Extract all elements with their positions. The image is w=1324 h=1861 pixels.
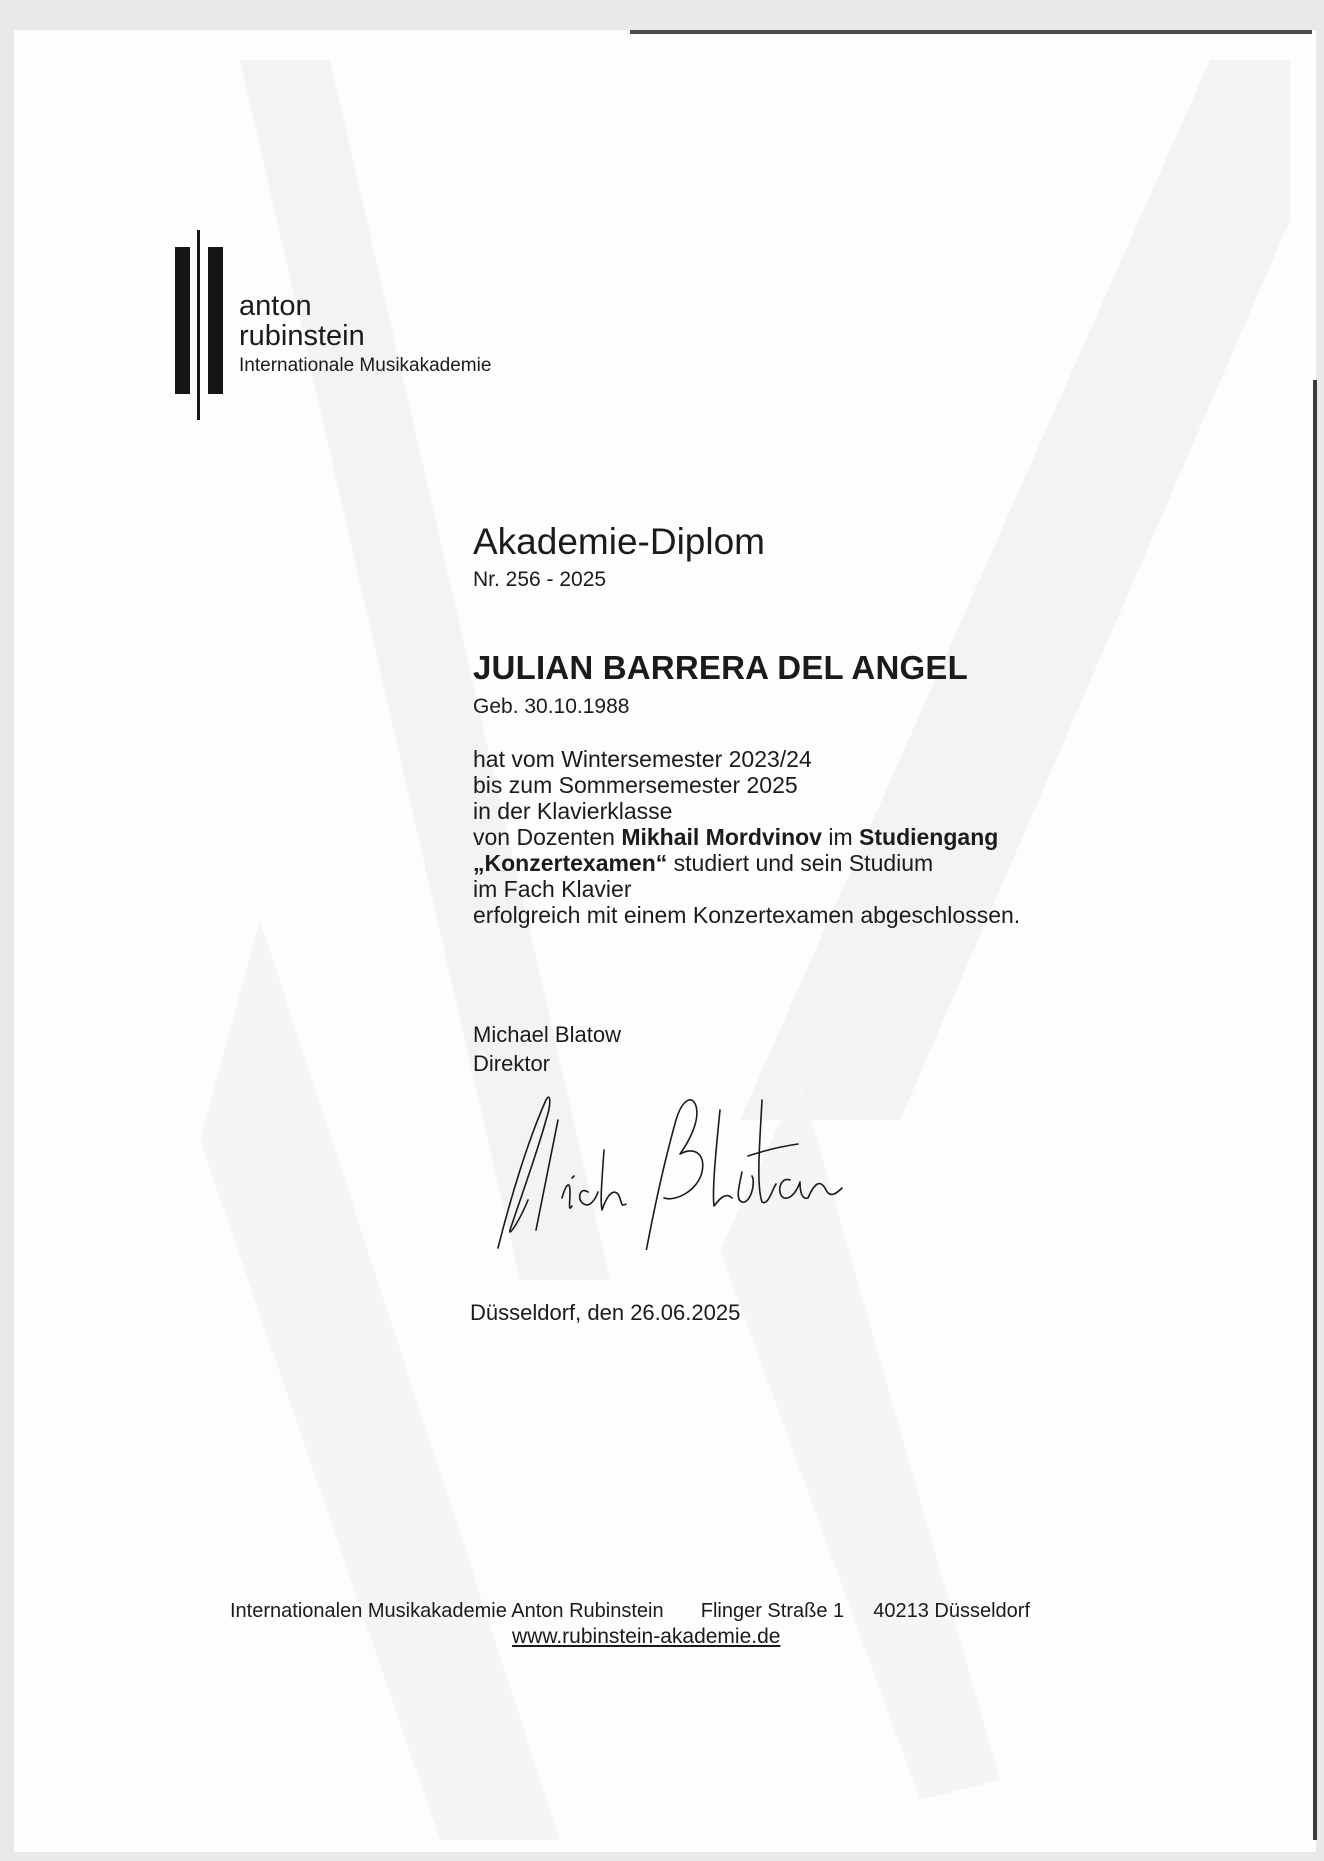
recipient-birthdate: Geb. 30.10.1988 bbox=[473, 695, 630, 718]
body-line-3: in der Klavierklasse bbox=[473, 798, 673, 824]
footer-website-link[interactable]: www.rubinstein-akademie.de bbox=[512, 1625, 781, 1648]
place-and-date: Düsseldorf, den 26.06.2025 bbox=[470, 1300, 741, 1325]
footer-address bbox=[230, 1600, 1030, 1623]
scan-edge-top bbox=[630, 30, 1312, 34]
program-name: „Konzertexamen“ bbox=[473, 850, 668, 876]
body-line-4 bbox=[473, 824, 998, 851]
logo-bar-left bbox=[175, 247, 190, 394]
body-line-1: hat vom Wintersemester 2023/24 bbox=[473, 746, 812, 772]
scan-edge-right bbox=[1313, 380, 1317, 1840]
handwritten-signature bbox=[480, 1080, 1000, 1250]
footer-institution: Internationalen Musikakademie Anton Rubinstein bbox=[230, 1600, 664, 1622]
recipient-name: JULIAN BARRERA DEL ANGEL bbox=[473, 649, 968, 686]
teacher-name: Mikhail Mordvinov bbox=[621, 824, 822, 850]
body-line-5 bbox=[473, 850, 933, 877]
footer-city: 40213 Düsseldorf bbox=[873, 1600, 1031, 1622]
diploma-number: Nr. 256 - 2025 bbox=[473, 568, 607, 591]
body-line-7: erfolgreich mit einem Konzertexamen abgeschlossen. bbox=[473, 902, 1021, 928]
body-line-4-pre: von Dozenten bbox=[473, 824, 622, 850]
signatory-role: Direktor bbox=[473, 1051, 551, 1076]
body-line-2: bis zum Sommersemester 2025 bbox=[473, 772, 798, 798]
logo-bar-thin bbox=[197, 230, 200, 420]
diploma-title: Akademie-Diplom bbox=[473, 521, 765, 562]
logo-text-subtitle: Internationale Musikakademie bbox=[239, 355, 492, 376]
logo-bar-right bbox=[208, 247, 223, 394]
program-label: Studiengang bbox=[859, 824, 999, 850]
logo-text-rubinstein: rubinstein bbox=[239, 320, 365, 352]
body-line-4-mid: im bbox=[821, 824, 860, 850]
logo-text-anton: anton bbox=[239, 290, 312, 322]
signatory-name: Michael Blatow bbox=[473, 1022, 621, 1047]
footer-street: Flinger Straße 1 bbox=[700, 1600, 845, 1622]
body-line-5-post: studiert und sein Studium bbox=[667, 850, 934, 876]
body-line-6: im Fach Klavier bbox=[473, 876, 632, 902]
